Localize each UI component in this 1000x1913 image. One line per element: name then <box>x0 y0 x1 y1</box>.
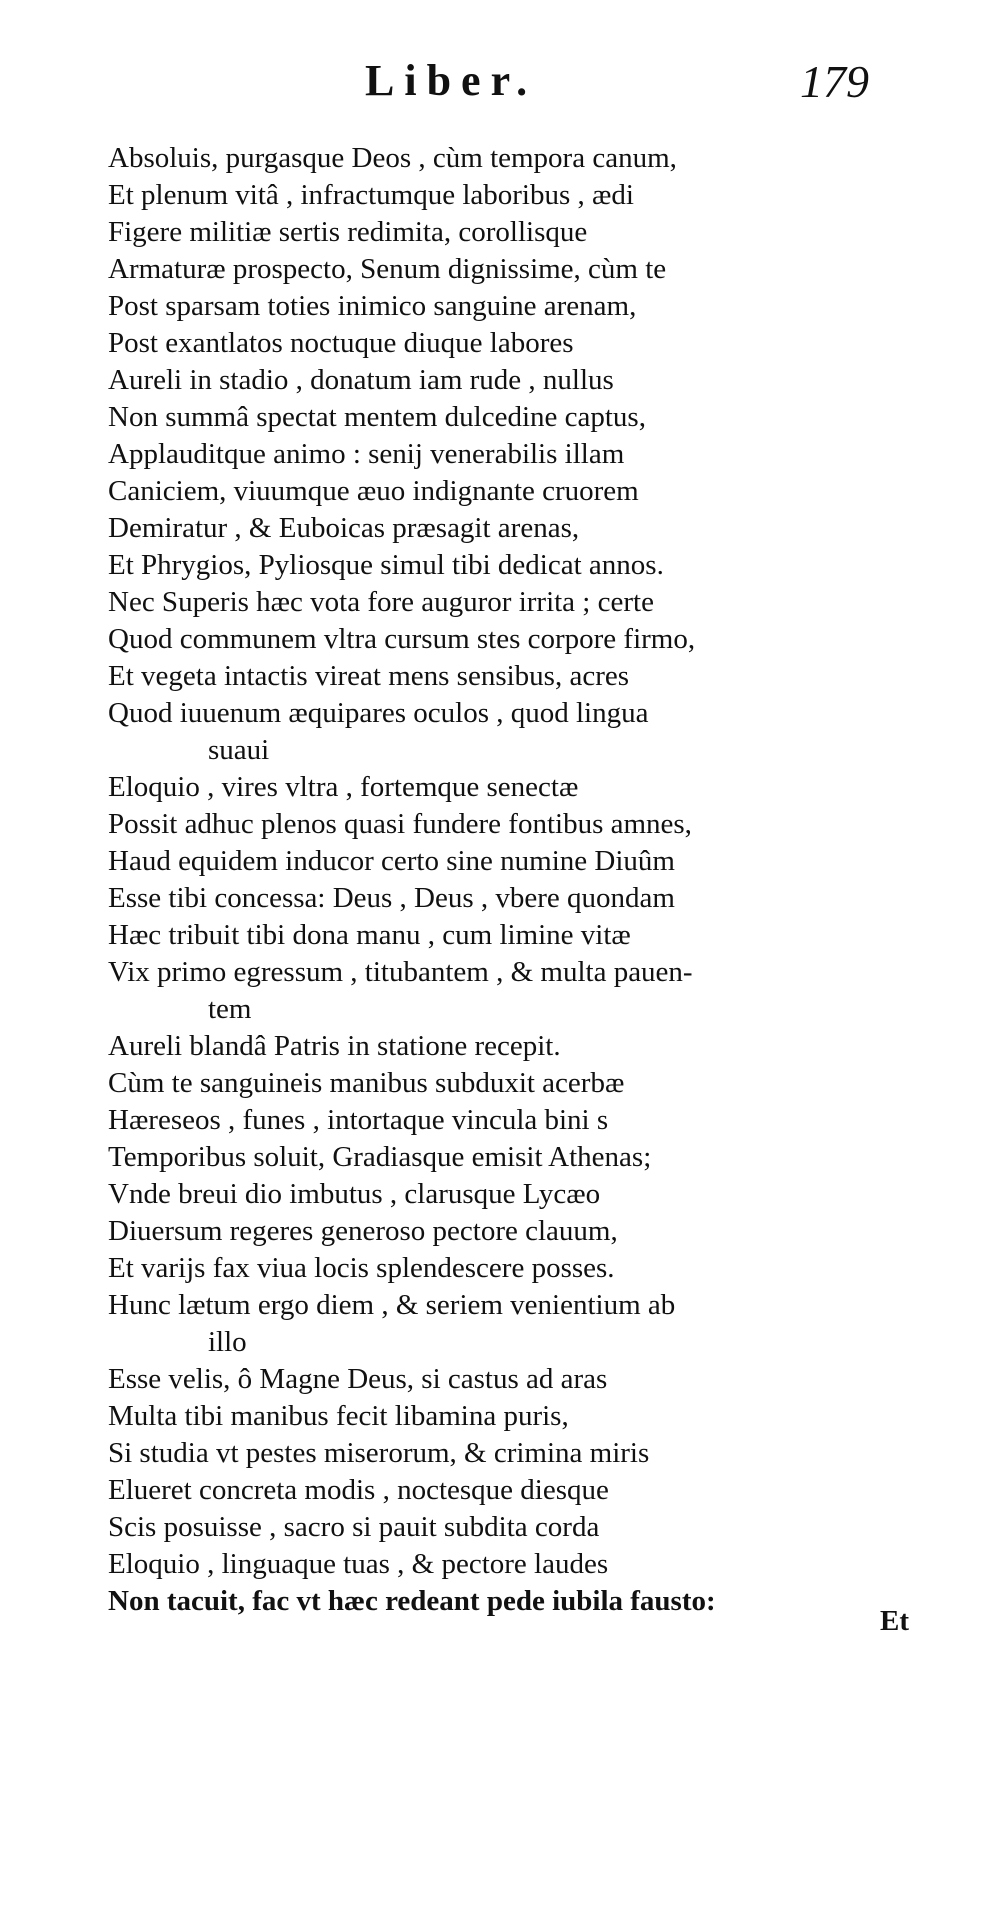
verse-line: Hunc lætum ergo diem , & seriem venientium ab <box>108 1289 676 1321</box>
verse-line: Si studia vt pestes miserorum, & crimina miris <box>108 1437 650 1469</box>
verse-line: Post sparsam toties inimico sanguine arenam, <box>108 290 637 322</box>
verse-continuation: tem <box>208 993 252 1025</box>
page-number: 179 <box>800 56 869 107</box>
verse-line: Demiratur , & Euboicas præsagit arenas, <box>108 512 580 544</box>
verse-line: Non summâ spectat mentem dulcedine captus, <box>108 401 646 433</box>
verse-line: Eloquio , vires vltra , fortemque senectæ <box>108 771 579 803</box>
verse-line: Applauditque animo : senij venerabilis illam <box>108 438 625 470</box>
verse-line: Et plenum vitâ , infractumque laboribus , ædi <box>108 179 634 211</box>
verse-line: Temporibus soluit, Gradiasque emisit Athenas; <box>108 1141 652 1173</box>
verse-line: Vix primo egressum , titubantem , & multa pauen- <box>108 956 693 988</box>
verse-line: Nec Superis hæc vota fore auguror irrita ; certe <box>108 586 654 618</box>
verse-line: Esse tibi concessa: Deus , Deus , vbere quondam <box>108 882 675 914</box>
verse-continuation: illo <box>208 1326 247 1358</box>
verse-line: Et Phrygios, Pyliosque simul tibi dedicat annos. <box>108 549 664 581</box>
verse-line: Et varijs fax viua locis splendescere posses. <box>108 1252 615 1284</box>
verse-line: Aureli blandâ Patris in statione recepit. <box>108 1030 561 1062</box>
verse-line: Scis posuisse , sacro si pauit subdita corda <box>108 1511 600 1543</box>
poem-text <box>108 140 938 1620</box>
verse-line: Possit adhuc plenos quasi fundere fontibus amnes, <box>108 808 692 840</box>
verse-line: Absoluis, purgasque Deos , cùm tempora canum, <box>108 142 677 174</box>
verse-line: Hæreseos , funes , intortaque vincula bini s <box>108 1104 609 1136</box>
verse-line: Figere militiæ sertis redimita, corollisque <box>108 216 588 248</box>
verse-line: Esse velis, ô Magne Deus, si castus ad aras <box>108 1363 608 1395</box>
verse-line: Et vegeta intactis vireat mens sensibus, acres <box>108 660 630 692</box>
verse-line: Quod iuuenum æquipares oculos , quod lingua <box>108 697 649 729</box>
verse-line: Aureli in stadio , donatum iam rude , nullus <box>108 364 614 396</box>
verse-line: Post exantlatos noctuque diuque labores <box>108 327 574 359</box>
verse-line: Haud equidem inducor certo sine numine Diuûm <box>108 845 675 877</box>
verse-line: Eloquio , linguaque tuas , & pectore laudes <box>108 1548 609 1580</box>
verse-continuation: suaui <box>208 734 270 766</box>
verse-line: Multa tibi manibus fecit libamina puris, <box>108 1400 569 1432</box>
catchword: Et <box>880 1605 909 1637</box>
verse-line: Cùm te sanguineis manibus subduxit acerbæ <box>108 1067 625 1099</box>
verse-line: Vnde breui dio imbutus , clarusque Lycæo <box>108 1178 601 1210</box>
verse-line: Hæc tribuit tibi dona manu , cum limine vitæ <box>108 919 631 951</box>
verse-line: Non tacuit, fac vt hæc redeant pede iubila fausto: <box>108 1585 716 1617</box>
verse-line: Quod communem vltra cursum stes corpore firmo, <box>108 623 696 655</box>
verse-line: Armaturæ prospecto, Senum dignissime, cùm te <box>108 253 667 285</box>
verse-line: Caniciem, viuumque æuo indignante cruorem <box>108 475 639 507</box>
page-header <box>0 55 1000 115</box>
verse-line: Diuersum regeres generoso pectore clauum, <box>108 1215 618 1247</box>
verse-line: Elueret concreta modis , noctesque diesque <box>108 1474 609 1506</box>
running-head: Liber. <box>365 56 538 105</box>
